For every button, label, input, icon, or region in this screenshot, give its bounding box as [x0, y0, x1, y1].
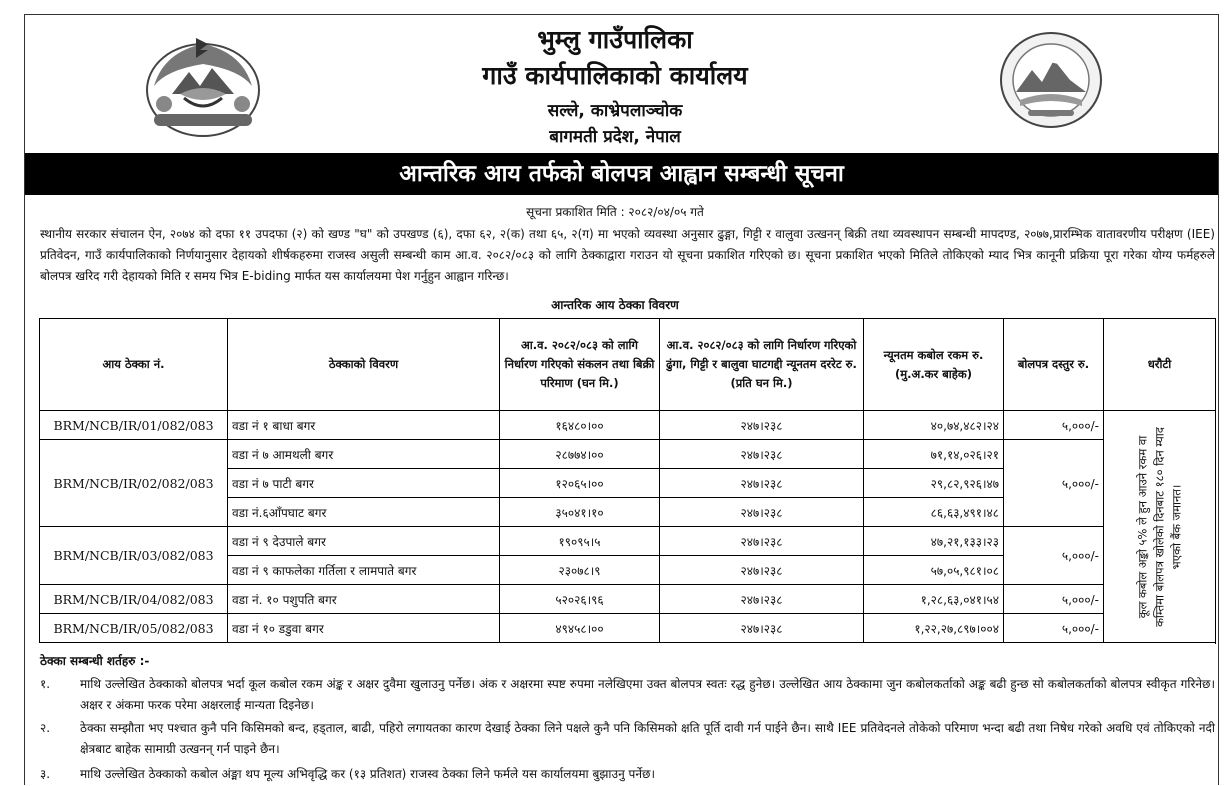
- term-number: १.: [40, 677, 51, 691]
- table-row: [40, 527, 1216, 556]
- min-bid-value: २९,८२,९२६।४७: [864, 469, 1004, 498]
- rate-value: २४७।२३८: [660, 614, 864, 643]
- quantity-value: ३५०४१।१०: [500, 498, 660, 527]
- site-description: वडा नं १० डडुवा बगर: [228, 614, 500, 643]
- terms-heading: ठेक्का सम्बन्धी शर्तहरु :-: [40, 654, 150, 668]
- contract-id: BRM/NCB/IR/04/082/083: [40, 585, 228, 614]
- col-header-min-bid: न्यूनतम कबोल रकम रु. (मु.अ.कर बाहेक): [864, 319, 1004, 411]
- contract-id: BRM/NCB/IR/01/082/083: [40, 411, 228, 440]
- col-header-bid-fee: बोलपत्र दस्तुर रु.: [1004, 319, 1104, 411]
- min-bid-value: ७१,१४,०२६।२१: [864, 440, 1004, 469]
- bid-fee-value: ५,०००/-: [1004, 527, 1104, 585]
- quantity-value: २३०७८।९: [500, 556, 660, 585]
- site-description: वडा नं ७ पाटी बगर: [228, 469, 500, 498]
- quantity-value: १९०९५।५: [500, 527, 660, 556]
- rate-value: २४७।२३८: [660, 411, 864, 440]
- contract-id: BRM/NCB/IR/02/082/083: [40, 440, 228, 527]
- col-header-guarantee: धरौटी: [1104, 319, 1216, 411]
- quantity-value: ५२०२६।९६: [500, 585, 660, 614]
- term-number: ३.: [40, 767, 51, 781]
- min-bid-value: ५७,०५,९८१।०८: [864, 556, 1004, 585]
- term-item: [40, 764, 1215, 785]
- guarantee-text: कूल कबोल अङ्को ५% ले हुन आउने रकम वा कम्तिमा बोलपत्र खोलेको दिनबाट १८० दिन म्याद भएको बैंक जमानत।: [1135, 426, 1183, 627]
- table-row: [40, 585, 1216, 614]
- col-header-rate: आ.व. २०८२/०८३ को लागि निर्धारण गरिएको ढुंगा, गिट्टी र बालुवा घाटगद्दी न्यूनतम दररेट रु. (प्रति घन मि.): [660, 319, 864, 411]
- guarantee-cell: [1104, 411, 1216, 643]
- rate-value: २४७।२३८: [660, 498, 864, 527]
- contract-table: [39, 318, 1216, 643]
- quantity-value: २८७७४।००: [500, 440, 660, 469]
- table-row: [40, 440, 1216, 469]
- contract-id: BRM/NCB/IR/05/082/083: [40, 614, 228, 643]
- table-row: [40, 614, 1216, 643]
- rate-value: २४७।२३८: [660, 585, 864, 614]
- bid-fee-value: ५,०००/-: [1004, 614, 1104, 643]
- municipality-name: भुम्लु गाउँपालिका: [537, 25, 693, 54]
- min-bid-value: १,२२,२७,८९७।००४: [864, 614, 1004, 643]
- office-name: गाउँ कार्यपालिकाको कार्यालय: [482, 61, 748, 90]
- min-bid-value: ४०,७४,४८२।२४: [864, 411, 1004, 440]
- table-header-row: [40, 319, 1216, 411]
- site-description: वडा नं ९ देउपाले बगर: [228, 527, 500, 556]
- publication-date: सूचना प्रकाशित मिति : २०८२/०४/०५ गते: [526, 205, 704, 219]
- min-bid-value: १,२८,६३,०४१।५४: [864, 585, 1004, 614]
- quantity-value: १६४८०।००: [500, 411, 660, 440]
- bid-fee-value: ५,०००/-: [1004, 411, 1104, 440]
- term-number: २.: [40, 721, 51, 735]
- quantity-value: १२०६५।००: [500, 469, 660, 498]
- rate-value: २४७।२३८: [660, 527, 864, 556]
- col-header-description: ठेक्काको विवरण: [228, 319, 500, 411]
- min-bid-value: ४७,२१,१३३।२३: [864, 527, 1004, 556]
- province-line: बागमती प्रदेश, नेपाल: [549, 127, 681, 147]
- table-caption: आन्तरिक आय ठेक्का विवरण: [551, 298, 679, 312]
- bid-fee-value: ५,०००/-: [1004, 440, 1104, 527]
- site-description: वडा नं ९ काफलेका गर्तिला र लामपाते बगर: [228, 556, 500, 585]
- site-description: वडा नं १ बाधा बगर: [228, 411, 500, 440]
- rate-value: २४७।२३८: [660, 556, 864, 585]
- table-row: [40, 411, 1216, 440]
- rate-value: २४७।२३८: [660, 469, 864, 498]
- contract-id: BRM/NCB/IR/03/082/083: [40, 527, 228, 585]
- term-item: [40, 674, 1215, 716]
- site-description: वडा नं.६आँपघाट बगर: [228, 498, 500, 527]
- col-header-quantity: आ.व. २०८२/०८३ को लागि निर्धारण गरिएको संकलन तथा बिक्री परिमाण (घन मि.): [500, 319, 660, 411]
- address-line: सल्ले, काभ्रेपलाञ्चोक: [547, 101, 683, 121]
- term-text: माथि उल्लेखित ठेक्काको बोलपत्र भर्दा कूल कबोल रकम अंङ्क र अक्षर दुवैमा खुलाउनु पर्नेछ। अंक र अक्षरमा स्पष्ट रुपमा नलेखिएमा उक्त बोलपत्र स्वतः रद्ध हुनेछ। उल्लेखित आय ठेक्कामा जुन कबोलकर्ताको अङ्क बढी हुन्छ सो कबोलकर्ताको बोलपत्र स्वीकृत गरिनेछ। अक्षर र अंकमा फरक परेमा अक्षरलाई मान्यता दिइनेछ।: [80, 677, 1215, 712]
- site-description: वडा नं. १० पशुपति बगर: [228, 585, 500, 614]
- quantity-value: ४९४५८।००: [500, 614, 660, 643]
- bid-fee-value: ५,०००/-: [1004, 585, 1104, 614]
- notice-paragraph: स्थानीय सरकार संचालन ऐन, २०७४ को दफा ११ उपदफा (२) को खण्ड "घ" को उपखण्ड (६), दफा ६२, २(क) तथा ६५, २(ग) मा भएको व्यवस्था अनुसार ढुङ्गा, गिट्टी र वालुवा उत्खनन् बिक्री तथा व्यवस्थापन सम्बन्धी मापदण्ड, २०७७,प्रारम्भिक वातावरणीय परीक्षण (IEE) प्रतिवेदन, गाउँ कार्यपालिकाको निर्णयानुसार देहायको शीर्षकहरुमा राजस्व असुली सम्बन्धी काम आ.व. २०८२/०८३ को लागि ठेक्काद्वारा गराउन यो सूचना प्रकाशित गरिएको छ। सूचना प्रकाशित भएको मितिले तोकिएको म्याद भित्र कानूनी प्रक्रिया पूरा गरेका योग्य फर्महरुले बोलपत्र खरिद गरी देहायको मिति र समय भित्र E-biding मार्फत यस कार्यालयमा पेश गर्नुहुन आह्वान गरिन्छ।: [40, 227, 1215, 283]
- min-bid-value: ८६,६३,४९१।४८: [864, 498, 1004, 527]
- col-header-contract-no: आय ठेक्का नं.: [40, 319, 228, 411]
- site-description: वडा नं ७ आमथली बगर: [228, 440, 500, 469]
- term-text: माथि उल्लेखित ठेक्काको कबोल अंङ्मा थप मूल्य अभिवृद्धि कर (१३ प्रतिशत) राजस्व ठेक्का लिने फर्मले यस कार्यालयमा बुझाउनु पर्नेछ।: [80, 767, 655, 781]
- notice-title: आन्तरिक आय तर्फको बोलपत्र आह्वान सम्बन्धी सूचना: [25, 153, 1218, 195]
- rate-value: २४७।२३८: [660, 440, 864, 469]
- term-item: [40, 718, 1215, 760]
- term-text: ठेक्का सम्झौता भए पश्चात कुनै पनि किसिमको बन्द, हड्ताल, बाढी, पहिरो लगायतका कारण देखाई ठेक्का लिने पक्षले कुनै पनि किसिमको क्षति पूर्ति दावी गर्न पाईने छैन। साथै IEE प्रतिवेदनले तोकेको परिमाण भन्दा बढी तथा निषेध गरेको अवधि एवं तोकिएको नदी क्षेत्रबाट बाहेक सामाग्री उत्खनन् गर्न पाइने छैन।: [80, 721, 1215, 756]
